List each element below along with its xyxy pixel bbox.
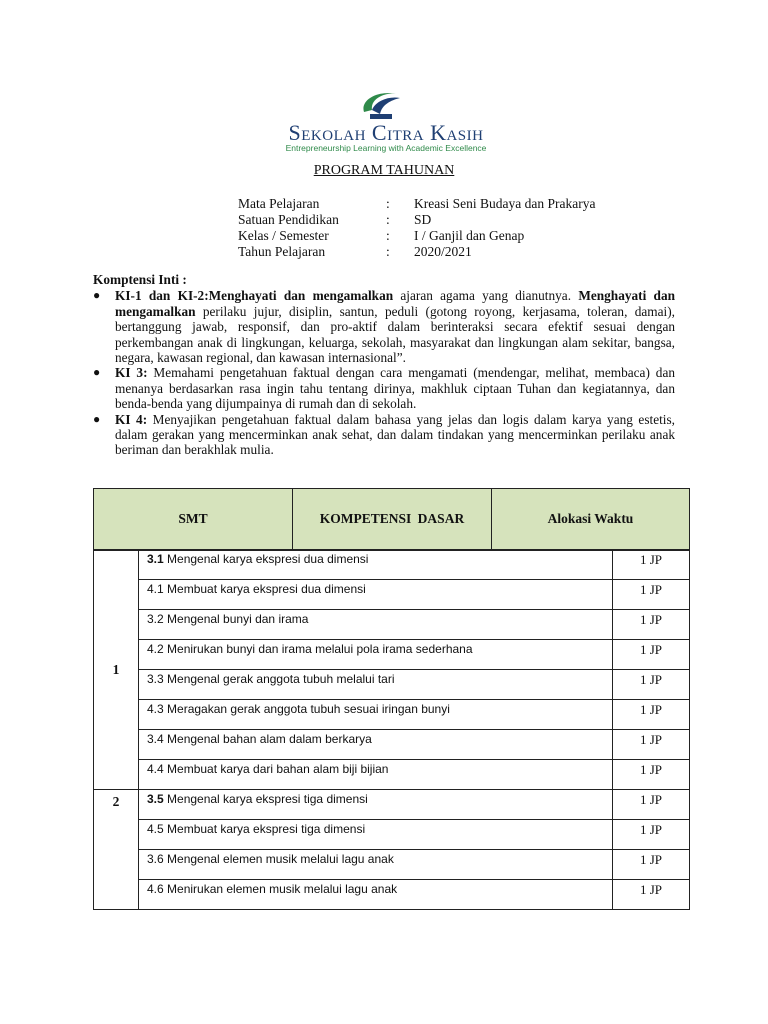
kd-text: Mengenal elemen musik melalui lagu anak: [163, 852, 394, 866]
table-row: [94, 550, 690, 580]
kd-number: 4.5: [147, 822, 164, 836]
meta-value: SD: [414, 212, 432, 227]
kd-text: Mengenal karya ekspresi tiga dimensi: [163, 792, 368, 806]
kd-number: 3.5: [147, 792, 164, 806]
semester-2-group: [94, 790, 690, 910]
kd-text: Menirukan bunyi dan irama melalui pola irama sederhana: [163, 642, 473, 656]
document-title: PROGRAM TAHUNAN: [313, 163, 455, 178]
table-row: [94, 700, 690, 730]
ki-text: ajaran agama yang dianutnya.: [393, 288, 579, 304]
kd-number: 3.4: [147, 732, 164, 746]
kd-number: 3.6: [147, 852, 164, 866]
table-row: [94, 580, 690, 610]
kd-cell: [139, 730, 613, 760]
kompetensi-dasar-body: [93, 549, 690, 910]
ki-bold-text: KI 3:: [115, 365, 148, 381]
kd-cell: [139, 850, 613, 880]
alokasi-waktu-cell: 1 JP: [613, 730, 690, 760]
meta-row: [238, 196, 658, 212]
meta-label: Tahun Pelajaran: [238, 244, 326, 259]
alokasi-waktu-cell: 1 JP: [613, 790, 690, 820]
kd-number: 4.6: [147, 882, 164, 896]
kd-cell: [139, 550, 613, 580]
kd-text: Menirukan elemen musik melalui lagu anak: [163, 882, 398, 896]
alokasi-waktu-cell: 1 JP: [613, 820, 690, 850]
kd-number: 3.2: [147, 612, 164, 626]
school-name: Sekolah Citra Kasih: [288, 120, 484, 145]
kd-number: 3.3: [147, 672, 164, 686]
meta-colon: :: [386, 196, 390, 211]
ki-item: [93, 412, 675, 458]
header-kompetensi-dasar: KOMPETENSI DASAR: [293, 489, 492, 550]
kd-text: Mengenal gerak anggota tubuh melalui tari: [163, 672, 395, 686]
ki-bold-text: KI 4:: [115, 411, 148, 427]
kd-number: 3.1: [147, 552, 164, 566]
meta-row: [238, 228, 658, 244]
kd-text: Mengenal bahan alam dalam berkarya: [163, 732, 372, 746]
ki-text: perilaku jujur, disiplin, santun, peduli (gotong royong, kerjasama, toleran, damai), bertanggung jawab, responsif, dan pro-aktif dalam berinteraksi secara efektif sesuai dengan perkembangan anak di lingkungan, keluarga, sekolah, masyarakat dan lingkungan alam sekitar, bangsa, negara, kawasan regional, dan kawasan internasional”.: [115, 303, 675, 366]
kd-cell: [139, 820, 613, 850]
alokasi-waktu-cell: 1 JP: [613, 670, 690, 700]
table-row: [94, 850, 690, 880]
meta-label: Kelas / Semester: [238, 228, 329, 243]
kd-text: Membuat karya ekspresi tiga dimensi: [163, 822, 366, 836]
table-row: [94, 670, 690, 700]
bullet-icon: ●: [93, 288, 101, 303]
meta-colon: :: [386, 228, 390, 243]
alokasi-waktu-cell: 1 JP: [613, 580, 690, 610]
meta-value: 2020/2021: [414, 244, 472, 259]
kd-cell: [139, 640, 613, 670]
table-row: [94, 790, 690, 820]
kd-text: Meragakan gerak anggota tubuh sesuai iringan bunyi: [163, 702, 450, 716]
table-row: [94, 760, 690, 790]
ki-item: [93, 365, 675, 411]
kd-cell: [139, 670, 613, 700]
kd-text: Mengenal bunyi dan irama: [163, 612, 309, 626]
table-row: [94, 610, 690, 640]
ki-item: [93, 288, 675, 365]
table-row: [94, 820, 690, 850]
meta-row: [238, 244, 658, 260]
school-tagline: Entrepreneurship Learning with Academic Excellence: [285, 143, 487, 153]
kd-cell: [139, 700, 613, 730]
semester-1-group: [94, 550, 690, 790]
school-logo: [276, 88, 496, 158]
alokasi-waktu-cell: 1 JP: [613, 700, 690, 730]
meta-info: [238, 196, 658, 260]
kd-text: Mengenal karya ekspresi dua dimensi: [163, 552, 369, 566]
alokasi-waktu-cell: 1 JP: [613, 640, 690, 670]
meta-row: [238, 212, 658, 228]
kompetensi-dasar-table: [93, 488, 690, 551]
ki-heading: Komptensi Inti :: [93, 272, 187, 287]
table-row: [94, 640, 690, 670]
ki-text: Menyajikan pengetahuan faktual dalam bahasa yang jelas dan logis dalam karya yang estetis, dalam gerakan yang mencerminkan anak sehat, dan dalam tindakan yang mencerminkan perilaku anak beriman dan berakhlak mulia.: [115, 411, 675, 458]
header-smt: SMT: [94, 489, 293, 550]
logo-swoosh-icon: [356, 88, 406, 122]
table-header-row: [94, 489, 690, 550]
kompetensi-inti-section: [93, 272, 675, 458]
meta-label: Satuan Pendidikan: [238, 212, 339, 227]
ki-bold-text: KI-1 dan KI-2:Menghayati dan mengamalkan: [115, 288, 394, 304]
kd-number: 4.1: [147, 582, 164, 596]
ki-bold-text: Menghayati dan mengamalkan: [115, 288, 675, 319]
kd-number: 4.3: [147, 702, 164, 716]
ki-text: Memahami pengetahuan faktual dengan cara mengamati (mendengar, melihat, membaca) dan menanya berdasarkan rasa ingin tahu tentang dirinya, makhluk ciptaan Tuhan dan kegiatannya, dan benda-benda yang dijumpainya di rumah dan di sekolah.: [115, 365, 675, 412]
meta-value: I / Ganjil dan Genap: [414, 228, 525, 243]
meta-value: Kreasi Seni Budaya dan Prakarya: [414, 196, 596, 211]
alokasi-waktu-cell: 1 JP: [613, 850, 690, 880]
semester-cell: 2: [94, 790, 139, 910]
kd-cell: [139, 610, 613, 640]
bullet-icon: ●: [93, 365, 101, 380]
table-row: [94, 880, 690, 910]
alokasi-waktu-cell: 1 JP: [613, 760, 690, 790]
meta-colon: :: [386, 244, 390, 259]
alokasi-waktu-cell: 1 JP: [613, 880, 690, 910]
alokasi-waktu-cell: 1 JP: [613, 550, 690, 580]
kd-text: Membuat karya dari bahan alam biji bijian: [163, 762, 389, 776]
alokasi-waktu-cell: 1 JP: [613, 610, 690, 640]
kd-cell: [139, 880, 613, 910]
semester-cell: 1: [94, 550, 139, 790]
ki-list: [93, 288, 675, 457]
kd-cell: [139, 580, 613, 610]
kd-number: 4.2: [147, 642, 164, 656]
meta-colon: :: [386, 212, 390, 227]
kd-cell: [139, 790, 613, 820]
bullet-icon: ●: [93, 411, 101, 426]
kd-number: 4.4: [147, 762, 164, 776]
meta-label: Mata Pelajaran: [238, 196, 320, 211]
kd-text: Membuat karya ekspresi dua dimensi: [163, 582, 366, 596]
kd-cell: [139, 760, 613, 790]
header-alokasi-waktu: Alokasi Waktu: [492, 489, 690, 550]
table-row: [94, 730, 690, 760]
